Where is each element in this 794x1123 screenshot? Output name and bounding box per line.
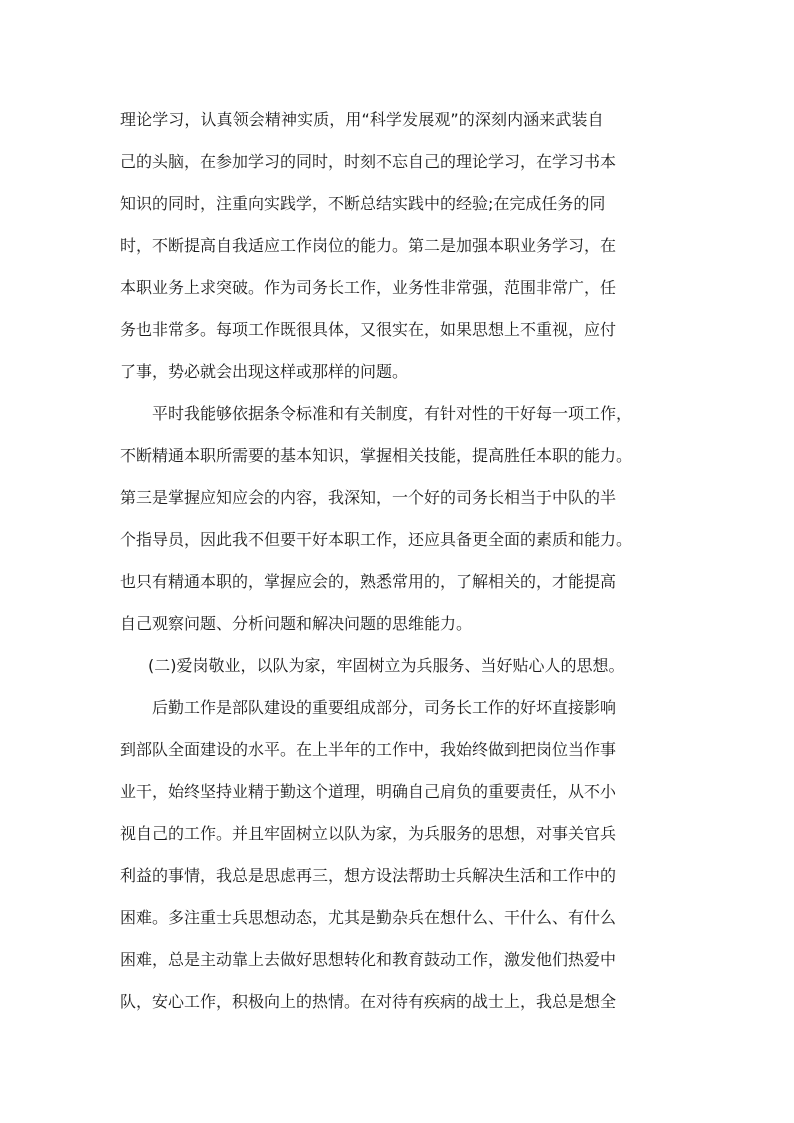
text-line: 时，不断提高自我适应工作岗位的能力。第二是加强本职业务学习，在	[120, 236, 617, 255]
text-line: 了事，势必就会出现这样或那样的问题。	[120, 362, 409, 381]
text-line: 己的头脑，在参加学习的同时，时刻不忘自己的理论学习，在学习书本	[120, 152, 617, 171]
text-line: 业干，始终坚持业精于勤这个道理，明确自己肩负的重要责任，从不小	[120, 782, 617, 801]
text-line: 利益的事情，我总是思虑再三，想方设法帮助士兵解决生活和工作中的	[120, 866, 617, 885]
text-line: 第三是掌握应知应会的内容，我深知，一个好的司务长相当于中队的半	[120, 488, 617, 507]
text-line: 理论学习，认真领会精神实质，用“科学发展观”的深刻内涵来武装自	[120, 110, 604, 129]
text-line: 也只有精通本职的，掌握应会的，熟悉常用的，了解相关的，才能提高	[120, 572, 617, 591]
text-line: 自己观察问题、分析问题和解决问题的思维能力。	[120, 614, 473, 633]
text-line: 队，安心工作，积极向上的热情。在对待有疾病的战士上，我总是想全	[120, 992, 617, 1011]
text-line: 知识的同时，注重向实践学，不断总结实践中的经验;在完成任务的同	[120, 194, 606, 213]
text-line: 视自己的工作。并且牢固树立以队为家，为兵服务的思想，对事关官兵	[120, 824, 617, 843]
text-line: 后勤工作是部队建设的重要组成部分，司务长工作的好坏直接影响	[152, 698, 617, 717]
section-heading: (二)爱岗敬业，以队为家，牢固树立为兵服务、当好贴心人的思想。	[148, 656, 625, 675]
text-line: 不断精通本职所需要的基本知识，掌握相关技能，提高胜任本职的能力。	[120, 446, 633, 465]
text-line: 困难，总是主动靠上去做好思想转化和教育鼓动工作，激发他们热爱中	[120, 950, 617, 969]
text-line: 平时我能够依据条令标准和有关制度，有针对性的干好每一项工作，	[152, 404, 633, 423]
text-line: 务也非常多。每项工作既很具体，又很实在，如果思想上不重视，应付	[120, 320, 617, 339]
text-line: 个指导员，因此我不但要干好本职工作，还应具备更全面的素质和能力。	[120, 530, 633, 549]
text-line: 本职业务上求突破。作为司务长工作，业务性非常强，范围非常广，任	[120, 278, 617, 297]
text-line: 到部队全面建设的水平。在上半年的工作中，我始终做到把岗位当作事	[120, 740, 617, 759]
text-line: 困难。多注重士兵思想动态，尤其是勤杂兵在想什么、干什么、有什么	[120, 908, 617, 927]
